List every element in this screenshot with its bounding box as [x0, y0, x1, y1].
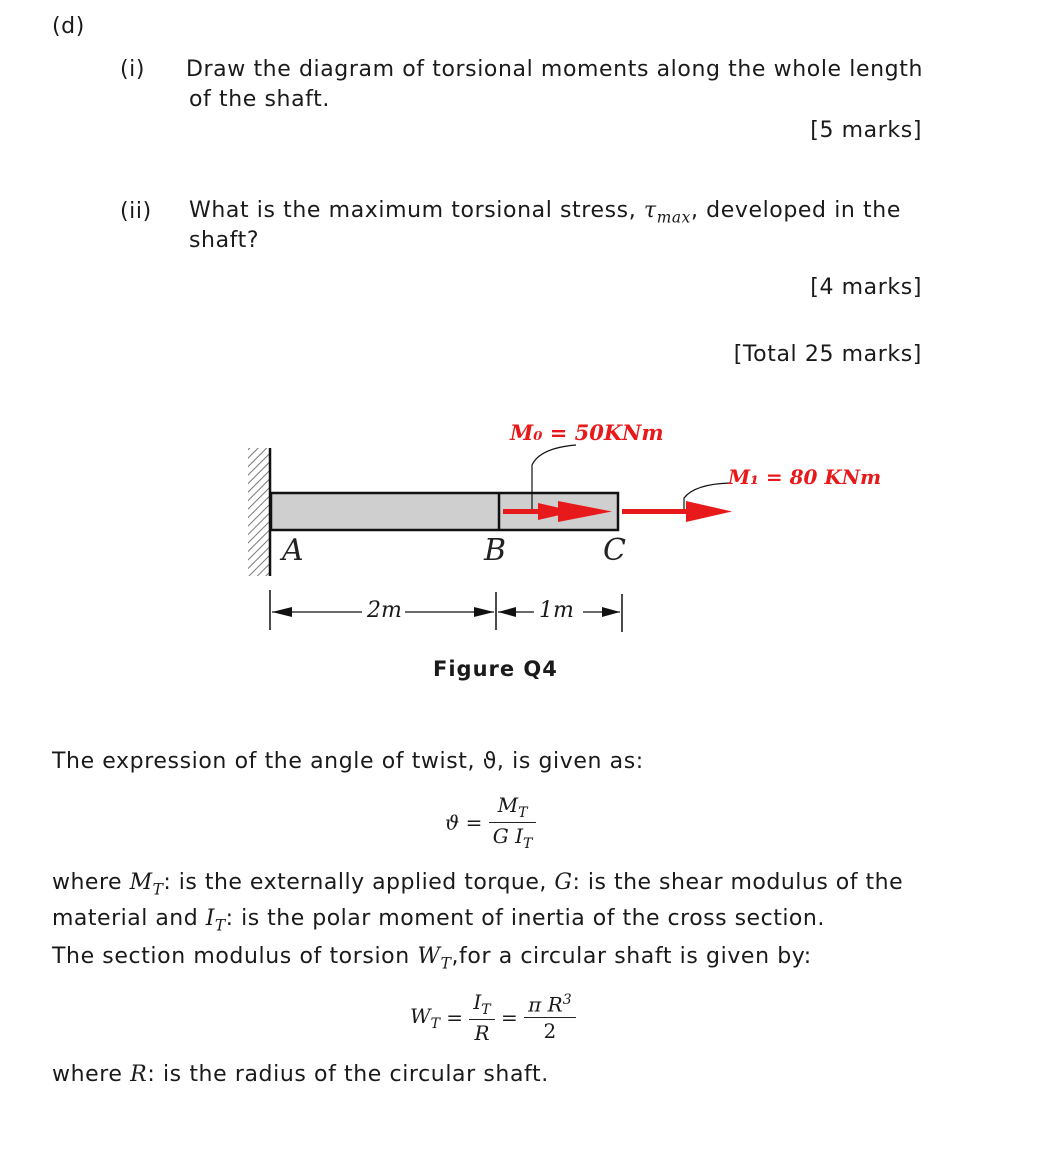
section-modulus-equation: $W_T$ = $\frac{I_T}{R}$ = $\frac{\pi R^3}{2}$ — [410, 990, 576, 1045]
point-label-b: B — [484, 533, 507, 568]
twist-intro: The expression of the angle of twist, ϑ, is given as: — [52, 749, 644, 774]
sub-question-ii-label: (ii) — [120, 199, 152, 224]
label-m0: M₀ = 50KNm — [510, 420, 664, 445]
dimension-ab: 2m — [367, 598, 402, 623]
shaft-figure — [0, 400, 1059, 700]
radius-definition: where R: is the radius of the circular shaft. — [52, 1062, 549, 1087]
where-definitions: where $M_T$: is the externally applied torque, G: is the shear modulus of the material and $I_T$: is the polar moment of inertia of the cross section. — [52, 870, 904, 935]
tau-max-symbol: $\tau_{max}$ — [643, 198, 691, 227]
dimension-bc: 1m — [539, 598, 574, 623]
total-marks: [Total 25 marks] — [733, 342, 922, 367]
fixed-support-hatch — [248, 448, 270, 576]
figure-caption: Figure Q4 — [433, 657, 558, 681]
dim-bc-arrow-right — [602, 607, 620, 617]
label-m1: M₁ = 80 KNm — [728, 465, 882, 489]
m1-arrow-head — [686, 501, 732, 522]
part-label: (d) — [52, 14, 85, 39]
dim-bc-arrow-left — [498, 607, 516, 617]
dim-ab-arrow-right — [474, 607, 494, 617]
sub-question-i-line2: of the shaft. — [189, 87, 330, 112]
dim-ab-arrow-left — [272, 607, 292, 617]
sub-question-i-label: (i) — [120, 57, 146, 82]
marks-i: [5 marks] — [810, 118, 922, 143]
sub-question-ii-line2: shaft? — [189, 228, 260, 253]
point-label-c: C — [603, 533, 626, 568]
sub-question-ii-line1: What is the maximum torsional stress, $\tau_{max}$, developed in the — [189, 198, 901, 227]
twist-equation: ϑ = $\frac{M_T}{G I_T}$ — [445, 793, 536, 852]
point-label-a: A — [282, 533, 304, 568]
section-modulus-intro: The section modulus of torsion $W_T,for$ a circular shaft is given by: — [52, 944, 812, 973]
marks-ii: [4 marks] — [810, 275, 922, 300]
sub-question-i-line1: Draw the diagram of torsional moments along the whole length — [186, 57, 924, 82]
